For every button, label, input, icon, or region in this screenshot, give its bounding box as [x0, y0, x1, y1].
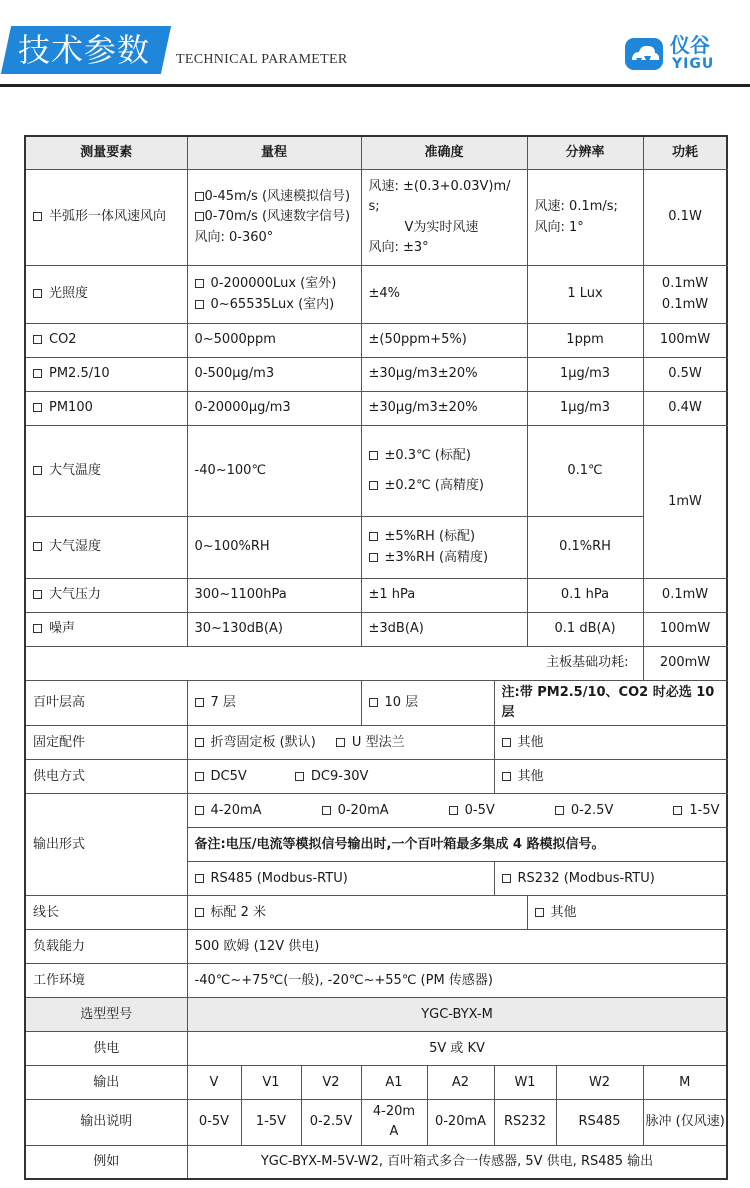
checkbox[interactable]	[322, 806, 331, 815]
checkbox[interactable]	[195, 806, 204, 815]
mount-row	[25, 726, 727, 760]
resolution-cell: 风速: 0.1m/s; 风向: 1°	[527, 170, 643, 266]
range-cell: 0-45m/s (风速模拟信号) 0-70m/s (风速数字信号) 风向: 0-360°	[187, 170, 361, 266]
checkbox[interactable]	[33, 466, 42, 475]
desc-cell: 0-5V	[187, 1100, 241, 1145]
env-row	[25, 964, 727, 998]
table-row	[25, 170, 727, 266]
output-note: 备注:电压/电流等模拟信号输出时,一个百叶箱最多集成 4 路模拟信号。	[187, 828, 727, 862]
checkbox[interactable]	[369, 698, 378, 707]
option-cell: RS485 (Modbus-RTU)	[187, 862, 494, 896]
checkbox[interactable]	[195, 874, 204, 883]
example-row	[25, 1145, 727, 1179]
accuracy-cell: ±5%RH (标配) ±3%RH (高精度)	[361, 517, 527, 579]
checkbox[interactable]	[369, 451, 378, 460]
resolution-cell: 0.1 hPa	[527, 579, 643, 613]
element-cell: 半弧形一体风速风向	[25, 170, 187, 266]
col-header: 准确度	[361, 136, 527, 170]
col-header: 功耗	[643, 136, 727, 170]
checkbox[interactable]	[33, 624, 42, 633]
model-value: YGC-BYX-M	[187, 998, 727, 1032]
checkbox[interactable]	[195, 300, 204, 309]
checkbox[interactable]	[33, 335, 42, 344]
analog-options: 4-20mA 0-20mA 0-5V 0-2.5V 1-5V	[187, 794, 727, 828]
code-cell: M	[643, 1066, 727, 1100]
element-cell: 大气湿度	[25, 517, 187, 579]
code-cell: V2	[301, 1066, 361, 1100]
checkbox[interactable]	[195, 279, 204, 288]
range-cell: 300~1100hPa	[187, 579, 361, 613]
accuracy-cell: ±3dB(A)	[361, 613, 527, 647]
power-cell: 0.4W	[643, 392, 727, 426]
range-cell: 0~100%RH	[187, 517, 361, 579]
power-supply-row	[25, 760, 727, 794]
checkbox[interactable]	[369, 553, 378, 562]
range-cell: 0-500μg/m3	[187, 358, 361, 392]
option-cell: 10 层	[361, 681, 494, 726]
element-cell: PM100	[25, 392, 187, 426]
cable-row	[25, 896, 727, 930]
louver-note: 注:带 PM2.5/10、CO2 时必选 10 层	[494, 681, 727, 726]
col-header: 量程	[187, 136, 361, 170]
resolution-cell: 0.1 dB(A)	[527, 613, 643, 647]
model-row	[25, 998, 727, 1032]
spec-table	[24, 135, 728, 1180]
checkbox[interactable]	[369, 532, 378, 541]
power-cell: 100mW	[643, 613, 727, 647]
option-label: 工作环境	[25, 964, 187, 998]
table-row	[25, 358, 727, 392]
board-power-value: 200mW	[643, 647, 727, 681]
checkbox[interactable]	[535, 908, 544, 917]
element-cell: 光照度	[25, 266, 187, 324]
power-cell: 100mW	[643, 324, 727, 358]
resolution-cell: 0.1%RH	[527, 517, 643, 579]
element-cell: CO2	[25, 324, 187, 358]
model-label: 选型型号	[25, 998, 187, 1032]
checkbox[interactable]	[33, 369, 42, 378]
table-row	[25, 266, 727, 324]
desc-cell: RS232	[494, 1100, 556, 1145]
checkbox[interactable]	[502, 874, 511, 883]
power-cell: 0.1W	[643, 170, 727, 266]
code-cell: W2	[556, 1066, 643, 1100]
checkbox[interactable]	[195, 698, 204, 707]
col-header: 分辨率	[527, 136, 643, 170]
accuracy-cell: ±30μg/m3±20%	[361, 358, 527, 392]
option-cell: 折弯固定板 (默认) U 型法兰	[187, 726, 494, 760]
option-cell: RS232 (Modbus-RTU)	[494, 862, 727, 896]
accuracy-cell: ±1 hPa	[361, 579, 527, 613]
example-value: YGC-BYX-M-5V-W2, 百叶箱式多合一传感器, 5V 供电, RS485 输出	[187, 1145, 727, 1179]
option-cell: 标配 2 米	[187, 896, 527, 930]
table-row	[25, 579, 727, 613]
desc-cell: 0-2.5V	[301, 1100, 361, 1145]
brand-logo	[624, 32, 734, 76]
col-header: 测量要素	[25, 136, 187, 170]
output-row	[25, 794, 727, 828]
code-cell: A1	[361, 1066, 427, 1100]
page-title: 技术参数	[18, 31, 151, 69]
supply-value: 5V 或 KV	[187, 1032, 727, 1066]
checkbox[interactable]	[502, 738, 511, 747]
code-label: 输出	[25, 1066, 187, 1100]
range-cell: 30~130dB(A)	[187, 613, 361, 647]
desc-cell: 1-5V	[241, 1100, 301, 1145]
table-row	[25, 426, 727, 517]
desc-cell: 0-20mA	[427, 1100, 494, 1145]
checkbox[interactable]	[33, 403, 42, 412]
table-row	[25, 517, 727, 579]
checkbox[interactable]	[33, 289, 42, 298]
resolution-cell: 1ppm	[527, 324, 643, 358]
checkbox[interactable]	[33, 542, 42, 551]
range-cell: 0-200000Lux (室外) 0~65535Lux (室内)	[187, 266, 361, 324]
accuracy-cell: ±30μg/m3±20%	[361, 392, 527, 426]
option-cell: 其他	[527, 896, 727, 930]
desc-label: 输出说明	[25, 1100, 187, 1145]
power-cell: 1mW	[643, 426, 727, 579]
checkbox[interactable]	[195, 908, 204, 917]
table-row	[25, 392, 727, 426]
resolution-cell: 1μg/m3	[527, 392, 643, 426]
load-row	[25, 930, 727, 964]
element-cell: PM2.5/10	[25, 358, 187, 392]
resolution-cell: 0.1℃	[527, 426, 643, 517]
logo-cn-text: 仪谷	[670, 33, 710, 57]
checkbox[interactable]	[195, 738, 204, 747]
checkbox[interactable]	[369, 481, 378, 490]
option-label: 供电方式	[25, 760, 187, 794]
desc-cell: 脉冲 (仅风速)	[643, 1100, 727, 1145]
checkbox[interactable]	[502, 772, 511, 781]
table-row	[25, 613, 727, 647]
logo-en-text: YIGU	[672, 56, 715, 72]
desc-cell: 4-20mA	[361, 1100, 427, 1145]
power-cell: 0.1mW 0.1mW	[643, 266, 727, 324]
checkbox[interactable]	[195, 192, 204, 201]
table-row	[25, 324, 727, 358]
element-cell: 噪声	[25, 613, 187, 647]
load-value: 500 欧姆 (12V 供电)	[187, 930, 727, 964]
env-value: -40℃~+75℃(一般), -20℃~+55℃ (PM 传感器)	[187, 964, 727, 998]
checkbox[interactable]	[33, 212, 42, 221]
header-rule	[0, 84, 750, 87]
header-row	[25, 136, 727, 170]
resolution-cell: 1μg/m3	[527, 358, 643, 392]
cloud-logo-icon	[624, 34, 664, 74]
option-label: 线长	[25, 896, 187, 930]
louver-row	[25, 681, 727, 726]
checkbox[interactable]	[33, 590, 42, 599]
element-cell: 大气压力	[25, 579, 187, 613]
accuracy-cell: ±4%	[361, 266, 527, 324]
accuracy-cell: ±(50ppm+5%)	[361, 324, 527, 358]
code-cell: V1	[241, 1066, 301, 1100]
power-cell: 0.5W	[643, 358, 727, 392]
checkbox[interactable]	[673, 806, 682, 815]
option-cell: DC5V DC9-30V	[187, 760, 494, 794]
supply-label: 供电	[25, 1032, 187, 1066]
option-label: 输出形式	[25, 794, 187, 896]
code-cell: V	[187, 1066, 241, 1100]
desc-cell: RS485	[556, 1100, 643, 1145]
option-label: 负载能力	[25, 930, 187, 964]
checkbox[interactable]	[295, 772, 304, 781]
board-power-label: 主板基础功耗:	[25, 647, 643, 681]
page-header	[0, 0, 750, 95]
checkbox[interactable]	[449, 806, 458, 815]
accuracy-cell: ±0.3℃ (标配) ±0.2℃ (高精度)	[361, 426, 527, 517]
resolution-cell: 1 Lux	[527, 266, 643, 324]
checkbox[interactable]	[336, 738, 345, 747]
option-label: 固定配件	[25, 726, 187, 760]
code-cell: W1	[494, 1066, 556, 1100]
option-cell: 7 层	[187, 681, 361, 726]
option-cell: 其他	[494, 726, 727, 760]
accuracy-cell: 风速: ±(0.3+0.03V)m/s; V为实时风速 风向: ±3°	[361, 170, 527, 266]
supply-row	[25, 1032, 727, 1066]
option-cell: 其他	[494, 760, 727, 794]
checkbox[interactable]	[195, 212, 204, 221]
desc-row	[25, 1100, 727, 1145]
page-subtitle: TECHNICAL PARAMETER	[176, 52, 348, 67]
range-cell: 0~5000ppm	[187, 324, 361, 358]
board-power-row	[25, 647, 727, 681]
power-cell: 0.1mW	[643, 579, 727, 613]
range-cell: -40~100℃	[187, 426, 361, 517]
checkbox[interactable]	[555, 806, 564, 815]
example-label: 例如	[25, 1145, 187, 1179]
range-cell: 0-20000μg/m3	[187, 392, 361, 426]
element-cell: 大气温度	[25, 426, 187, 517]
option-label: 百叶层高	[25, 681, 187, 726]
code-cell: A2	[427, 1066, 494, 1100]
checkbox[interactable]	[195, 772, 204, 781]
code-row	[25, 1066, 727, 1100]
